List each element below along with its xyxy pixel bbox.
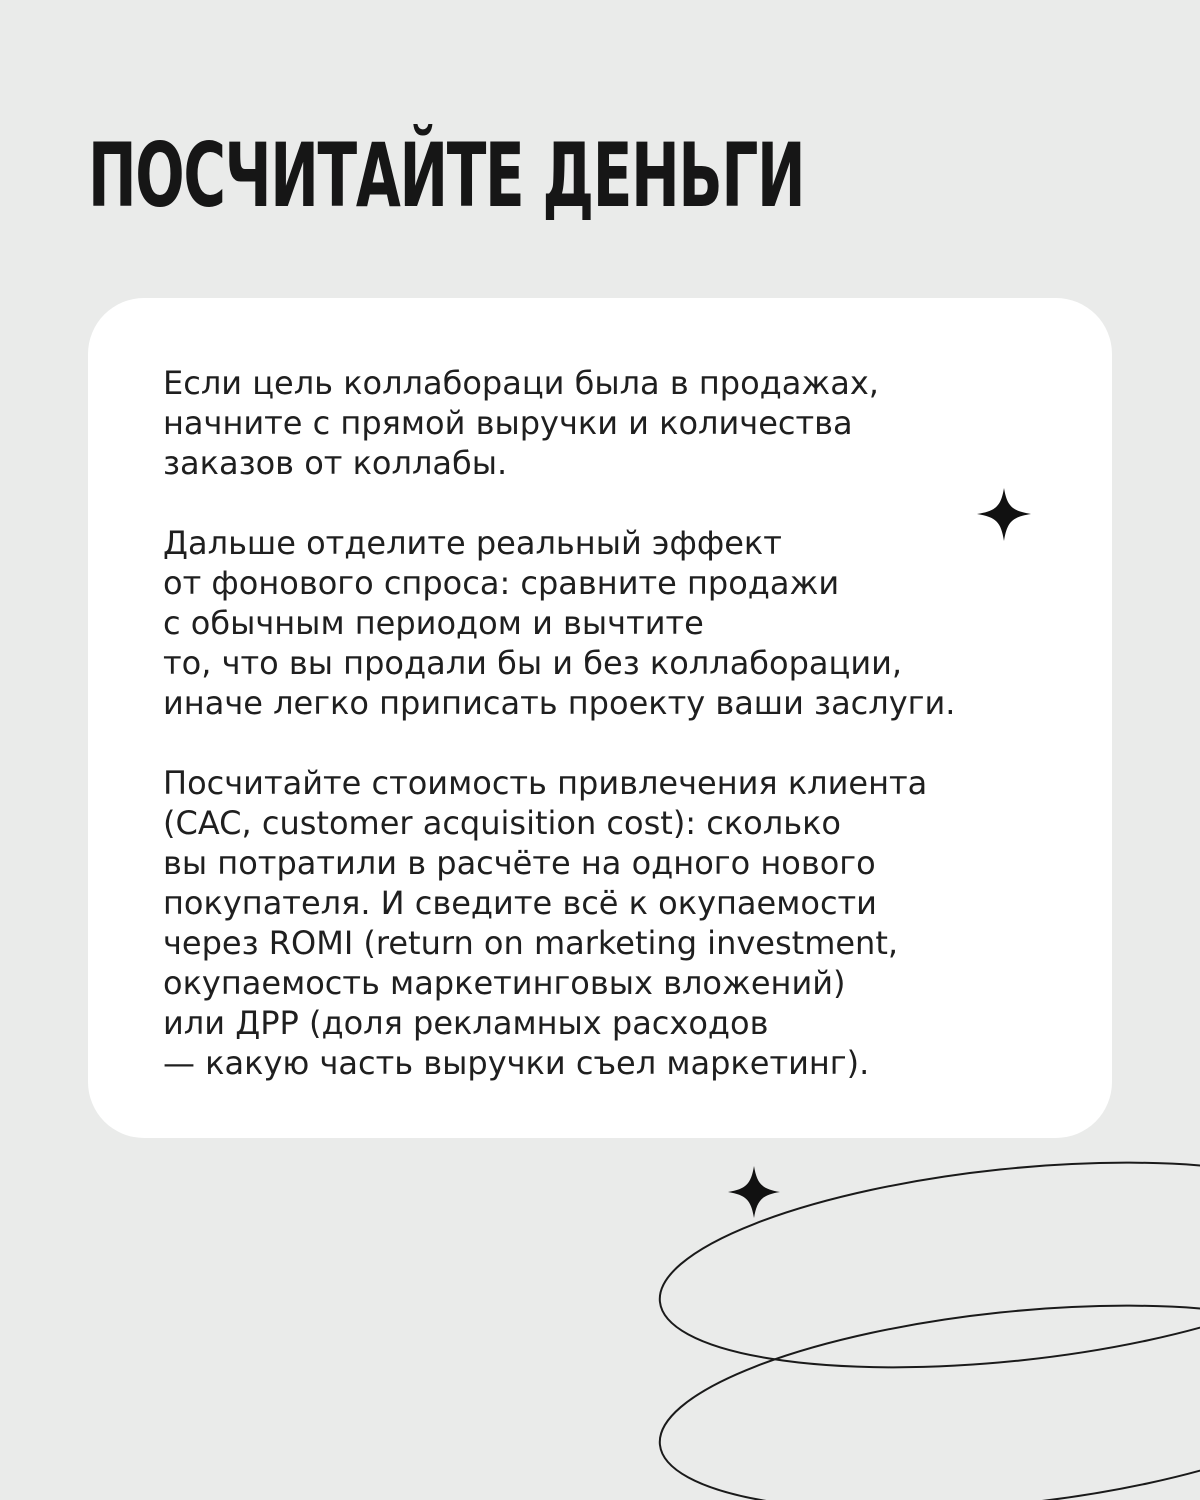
page-title: ПОСЧИТАЙТЕ ДЕНЬГИ: [88, 124, 805, 227]
paragraph-real-effect: Дальше отделите реальный эффект от фонового спроса: сравните продажи с обычным периодом и вычтите то, что вы продали бы и без коллаборации, иначе легко приписать проекту ваши заслуги.: [163, 524, 956, 722]
paragraph-cac-romi: Посчитайте стоимость привлечения клиента (CAC, customer acquisition cost): сколько вы потратили в расчёте на одного нового покупателя. И сведите всё к окупаемости через ROMI (return on marketing investment, окупаемость маркетинговых вложений) или ДРР (доля рекламных расходов — какую часть выручки съел маркетинг).: [163, 764, 928, 1082]
sparkle-icon: [977, 488, 1031, 541]
paragraph-sales-goal: Если цель коллабораци была в продажах, начните с прямой выручки и количества заказов от коллабы.: [163, 364, 879, 482]
sparkle-icon: [728, 1166, 780, 1218]
orbit-rings-icon: [650, 1133, 1200, 1500]
